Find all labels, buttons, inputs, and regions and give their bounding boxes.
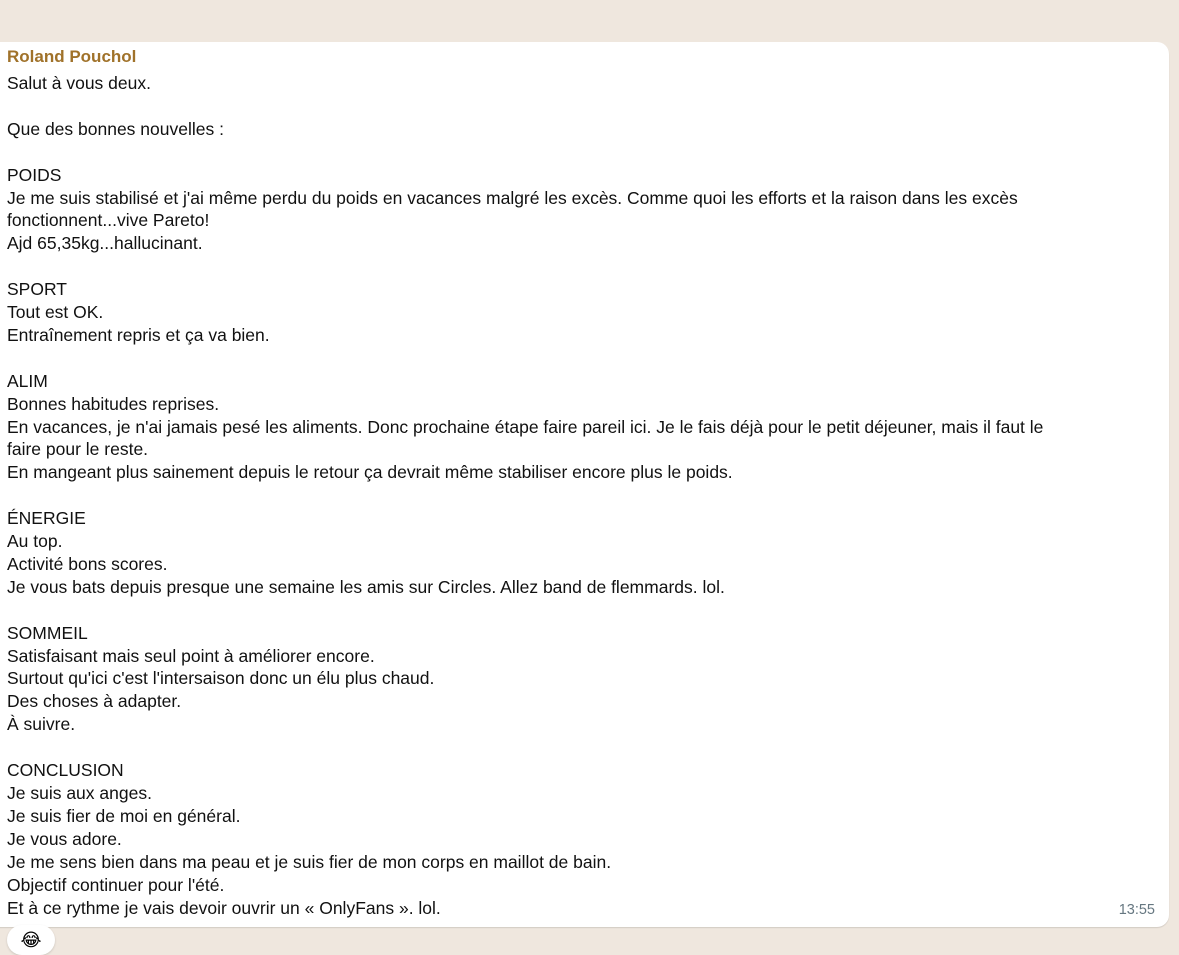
message-line: ÉNERGIE	[7, 508, 86, 529]
message-line: Au top.	[7, 531, 63, 552]
message-blank-line	[7, 255, 1167, 278]
message-line: SPORT	[7, 279, 67, 300]
message-blank-line	[7, 347, 1167, 370]
message-line: Des choses à adapter.	[7, 691, 182, 712]
message-line: Je suis aux anges.	[7, 782, 152, 803]
message-line: Je me suis stabilisé et j'ai même perdu du poids en vacances malgré les excès. Comme quoi les efforts et la raison dans les excès	[7, 187, 1018, 208]
message-line: À suivre.	[7, 714, 76, 735]
reaction-badge[interactable]	[7, 925, 55, 955]
message-line: Satisfaisant mais seul point à améliorer encore.	[7, 645, 375, 666]
message-line: faire pour le reste.	[7, 439, 149, 460]
message-blank-line	[7, 736, 1167, 759]
message-line: En vacances, je n'ai jamais pesé les aliments. Donc prochaine étape faire pareil ici. Je le fais déjà pour le petit déjeuner, mais il faut le	[7, 416, 1044, 437]
message-line: Activité bons scores.	[7, 553, 168, 574]
message-line: Et à ce rythme je vais devoir ouvrir un « OnlyFans ». lol.	[7, 897, 441, 918]
message-line: Surtout qu'ici c'est l'intersaison donc un élu plus chaud.	[7, 668, 435, 689]
message-line: fonctionnent...vive Pareto!	[7, 210, 210, 231]
message-blank-line	[7, 484, 1167, 507]
message-line: POIDS	[7, 164, 62, 185]
message-line: Je me sens bien dans ma peau et je suis fier de mon corps en maillot de bain.	[7, 851, 612, 872]
message-line: Salut à vous deux.	[7, 73, 151, 93]
message-blank-line	[7, 95, 1167, 118]
message-line: CONCLUSION	[7, 760, 124, 781]
message-body	[7, 72, 1167, 919]
message-line: ALIM	[7, 370, 48, 391]
message-line: Tout est OK.	[7, 302, 104, 323]
message-blank-line	[7, 599, 1167, 622]
message-line: En mangeant plus sainement depuis le retour ça devrait même stabiliser encore plus le poids.	[7, 462, 733, 483]
message-line: Je vous adore.	[7, 828, 122, 849]
message-line: Objectif continuer pour l'été.	[7, 874, 225, 895]
message-line: Bonnes habitudes reprises.	[7, 393, 220, 414]
message-line: Que des bonnes nouvelles :	[7, 118, 224, 139]
message-line: SOMMEIL	[7, 622, 88, 643]
message-line: Je vous bats depuis presque une semaine les amis sur Circles. Allez band de flemmards. lol.	[7, 576, 725, 597]
message-line: Ajd 65,35kg...hallucinant.	[7, 233, 203, 254]
message-blank-line	[7, 141, 1167, 164]
message-line: Je suis fier de moi en général.	[7, 805, 241, 826]
message-line: Entraînement repris et ça va bien.	[7, 324, 270, 345]
sender-name[interactable]: Roland Pouchol	[7, 47, 137, 66]
message-timestamp: 13:55	[1118, 902, 1155, 918]
tears-of-joy-emoji-icon: 😂	[20, 930, 42, 950]
